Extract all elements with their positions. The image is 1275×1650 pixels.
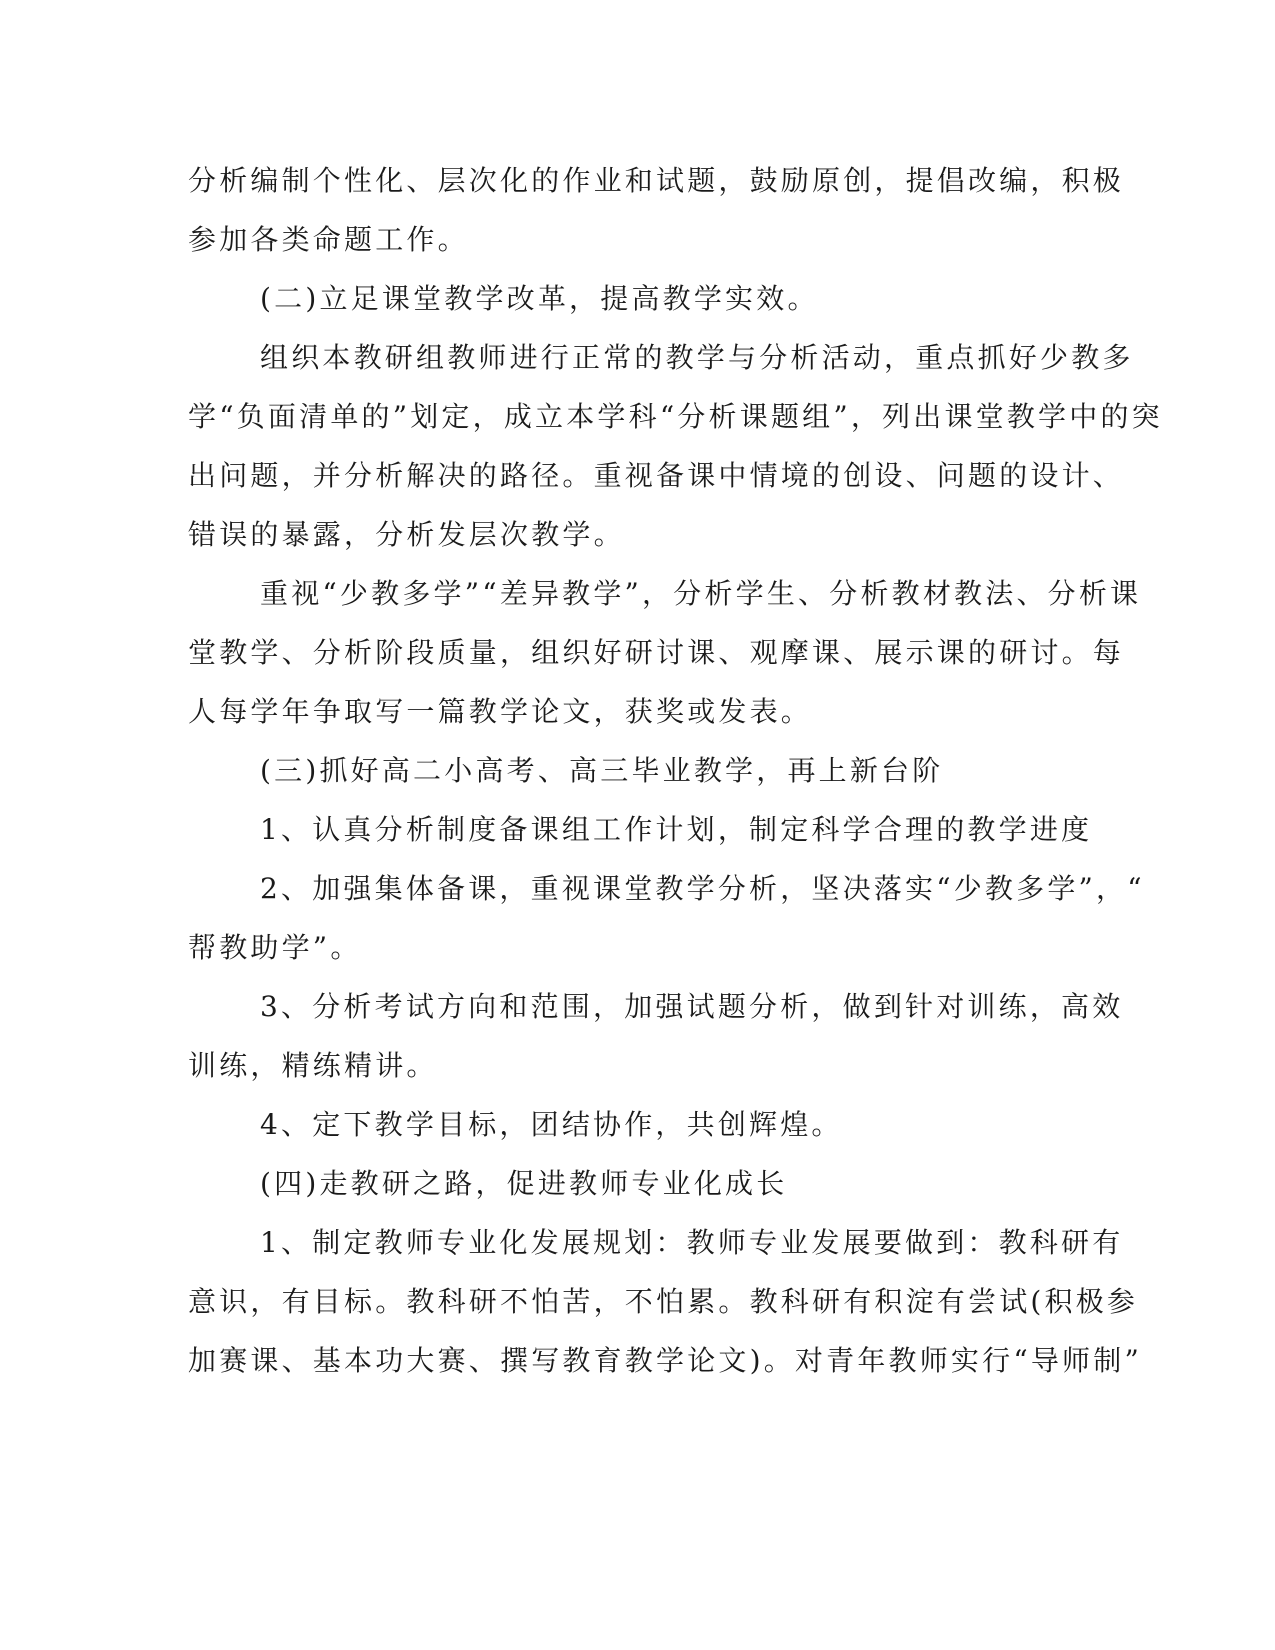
list-item: 1、制定教师专业化发展规划：教师专业发展要做到：教科研有	[260, 1226, 1124, 1259]
section-heading: (三)抓好高二小高考、高三毕业教学，再上新台阶	[260, 754, 944, 787]
paragraph-line: 重视“少教多学”“差异教学”，分析学生、分析教材教法、分析课	[260, 577, 1142, 610]
paragraph-line: 训练，精练精讲。	[188, 1049, 438, 1082]
paragraph-line: 人每学年争取写一篇教学论文，获奖或发表。	[188, 695, 813, 728]
paragraph-line: 分析编制个性化、层次化的作业和试题，鼓励原创，提倡改编，积极	[188, 164, 1125, 197]
list-item: 2、加强集体备课，重视课堂教学分析，坚决落实“少教多学”，“	[260, 872, 1145, 905]
section-heading: (四)走教研之路，促进教师专业化成长	[260, 1167, 788, 1200]
list-item: 4、定下教学目标，团结协作，共创辉煌。	[260, 1108, 843, 1141]
paragraph-line: 堂教学、分析阶段质量，组织好研讨课、观摩课、展示课的研讨。每	[188, 636, 1125, 669]
paragraph-line: 意识，有目标。教科研不怕苦，不怕累。教科研有积淀有尝试(积极参	[188, 1285, 1139, 1318]
paragraph-line: 加赛课、基本功大赛、撰写教育教学论文)。对青年教师实行“导师制”	[188, 1344, 1142, 1377]
list-item: 3、分析考试方向和范围，加强试题分析，做到针对训练，高效	[260, 990, 1124, 1023]
paragraph-line: 帮教助学”。	[188, 931, 362, 964]
paragraph-line: 学“负面清单的”划定，成立本学科“分析课题组”，列出课堂教学中的突	[188, 400, 1163, 433]
list-item: 1、认真分析制度备课组工作计划，制定科学合理的教学进度	[260, 813, 1093, 846]
paragraph-line: 参加各类命题工作。	[188, 223, 469, 256]
paragraph-line: 组织本教研组教师进行正常的教学与分析活动，重点抓好少教多	[260, 341, 1134, 374]
paragraph-line: 出问题，并分析解决的路径。重视备课中情境的创设、问题的设计、	[188, 459, 1125, 492]
paragraph-line: 错误的暴露，分析发层次教学。	[188, 518, 625, 551]
section-heading: (二)立足课堂教学改革，提高教学实效。	[260, 282, 819, 315]
